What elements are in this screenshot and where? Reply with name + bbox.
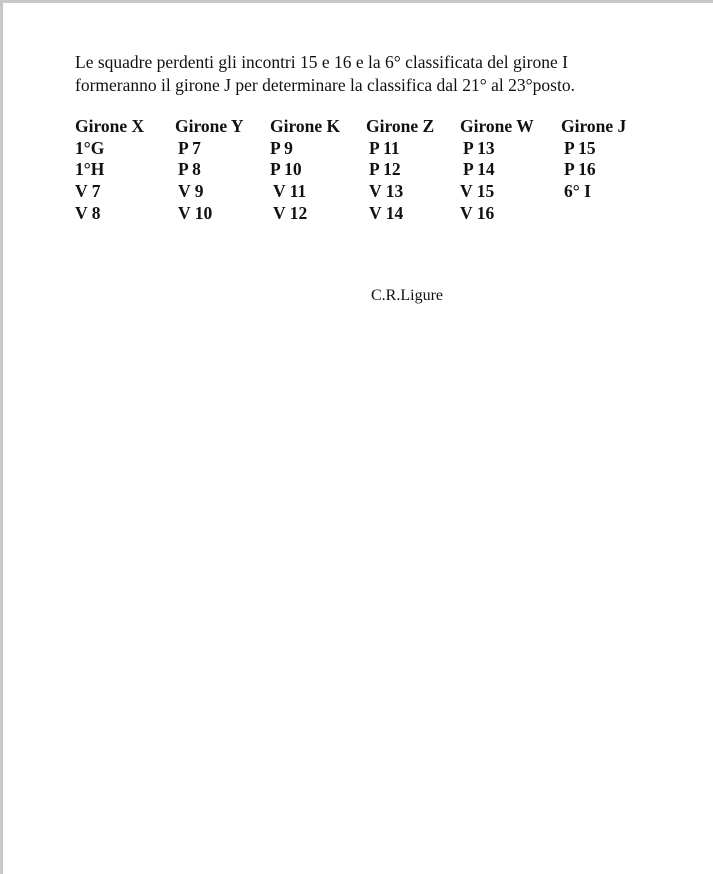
group-entry: P 7 — [178, 137, 201, 158]
signature: C.R.Ligure — [371, 287, 443, 304]
group-column-y — [175, 116, 244, 225]
group-entry: P 9 — [270, 137, 293, 158]
group-entry: 1°H — [75, 159, 105, 180]
group-header: Girone W — [460, 116, 534, 136]
group-column-w — [460, 116, 534, 225]
group-entry: P 8 — [178, 159, 201, 180]
intro-paragraph — [75, 51, 675, 97]
group-entry: V 12 — [273, 202, 308, 223]
group-entry: P 10 — [270, 159, 302, 180]
group-entry: V 8 — [75, 202, 101, 223]
group-header: Girone X — [75, 116, 145, 136]
groups-table — [75, 116, 675, 226]
group-entry: 6° I — [564, 181, 591, 202]
group-header: Girone K — [270, 116, 341, 136]
group-column-z — [366, 116, 434, 225]
group-entry: V 11 — [273, 181, 307, 202]
group-entry: P 14 — [463, 159, 495, 180]
group-column-k — [270, 116, 340, 225]
group-entry: V 7 — [75, 181, 101, 202]
group-entry: P 11 — [369, 137, 400, 158]
group-column-j — [561, 116, 626, 203]
intro-line-1: Le squadre perdenti gli incontri 15 e 16 e la 6° classificata del girone I — [75, 52, 568, 72]
group-entry: V 9 — [178, 181, 204, 202]
group-entry: P 13 — [463, 137, 495, 158]
group-entry: V 16 — [460, 202, 495, 223]
group-entry: P 16 — [564, 159, 596, 180]
group-header: Girone J — [561, 116, 627, 136]
group-entry: V 15 — [460, 181, 495, 202]
group-header: Girone Z — [366, 116, 435, 136]
group-entry: V 14 — [369, 202, 404, 223]
intro-line-2: formeranno il girone J per determinare la classifica dal 21° al 23°posto. — [75, 75, 575, 95]
group-column-x — [75, 116, 144, 225]
group-entry: V 13 — [369, 181, 404, 202]
group-entry: V 10 — [178, 202, 213, 223]
group-entry: 1°G — [75, 137, 105, 158]
group-entry: P 12 — [369, 159, 401, 180]
group-entry: P 15 — [564, 137, 596, 158]
group-header: Girone Y — [175, 116, 244, 136]
